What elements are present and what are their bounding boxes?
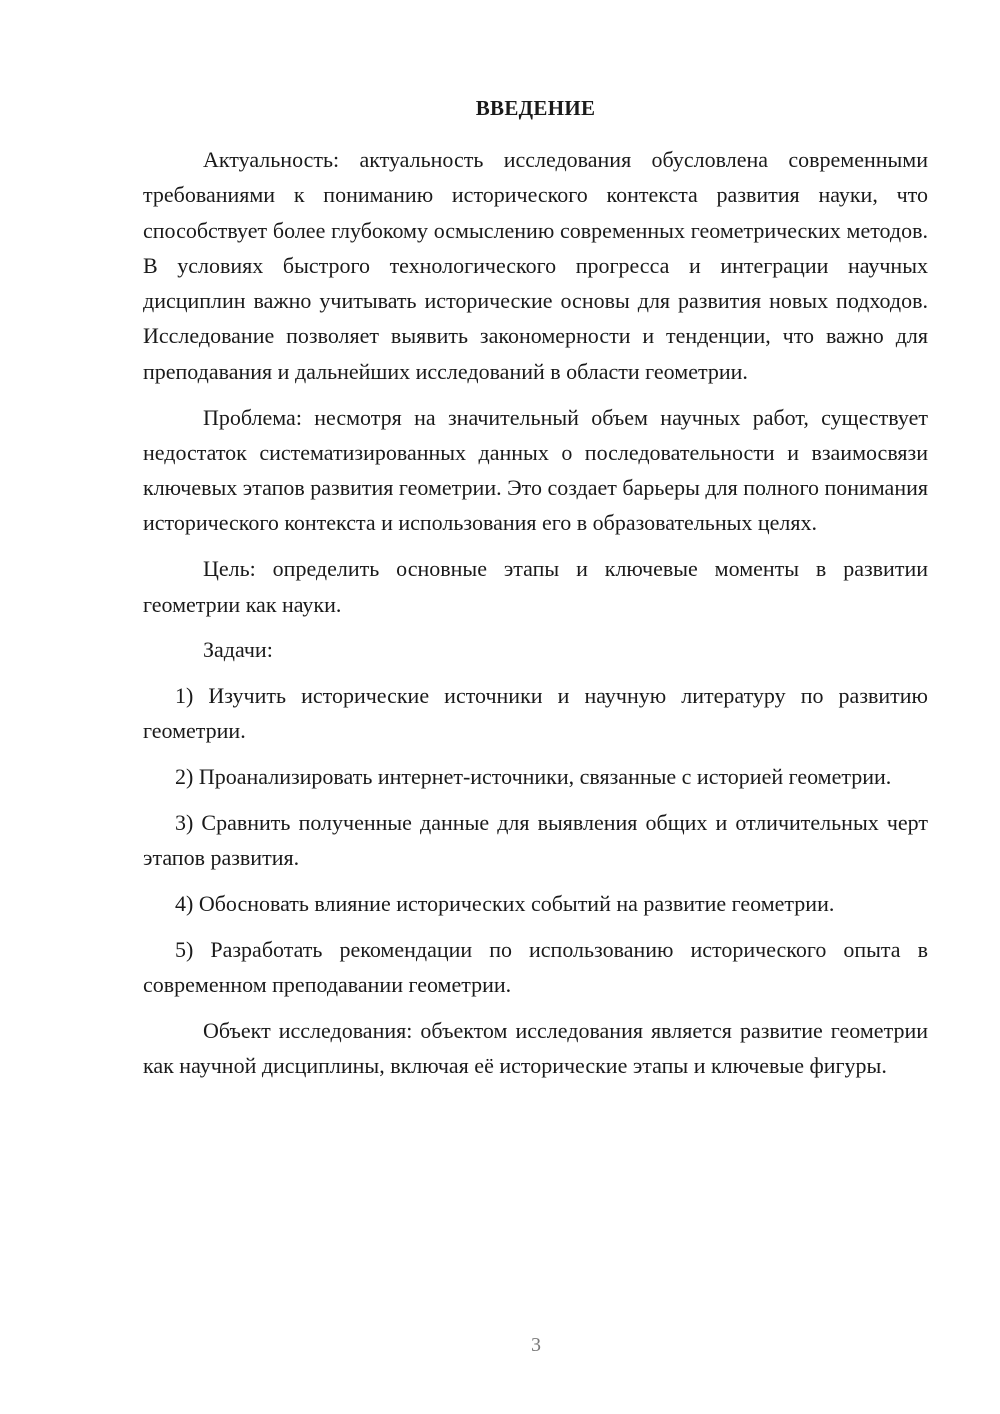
page-number: 3	[531, 1334, 541, 1356]
object-paragraph: Объект исследования: объектом исследования является развитие геометрии как научной дисциплины, включая её исторические этапы и ключевые фигуры.	[143, 1018, 928, 1079]
problem-paragraph: Проблема: несмотря на значительный объем научных работ, существует недостаток систематизированных данных о последовательности и взаимосвязи ключевых этапов развития геометрии. Это создает барьеры для полного понимания исторического контекста и использования его в образовательных целях.	[143, 404, 928, 536]
document-body	[143, 142, 928, 1094]
task-item: 5) Разработать рекомендации по использованию исторического опыта в современном преподавании геометрии.	[143, 936, 928, 998]
goal-paragraph: Цель: определить основные этапы и ключевые моменты в развитии геометрии как науки.	[143, 556, 928, 617]
task-item: 3) Сравнить полученные данные для выявления общих и отличительных черт этапов развития.	[143, 810, 928, 871]
task-item: 1) Изучить исторические источники и научную литературу по развитию геометрии.	[143, 683, 928, 744]
relevance-paragraph: Актуальность: актуальность исследования обусловлена современными требованиями к пониманию исторического контекста развития науки, что способствует более глубокому осмыслению современных геометрических методов. В условиях быстрого технологического прогресса и интеграции научных дисциплин важно учитывать исторические основы для развития новых подходов. Исследование позволяет выявить закономерности и тенденции, что важно для преподавания и дальнейших исследований в области геометрии.	[143, 147, 928, 384]
page-title: ВВЕДЕНИЕ	[475, 96, 596, 120]
tasks-heading: Задачи:	[203, 637, 273, 663]
task-item: 2) Проанализировать интернет-источники, связанные с историей геометрии.	[175, 764, 892, 790]
task-item: 4) Обосновать влияние исторических событий на развитие геометрии.	[175, 891, 835, 917]
